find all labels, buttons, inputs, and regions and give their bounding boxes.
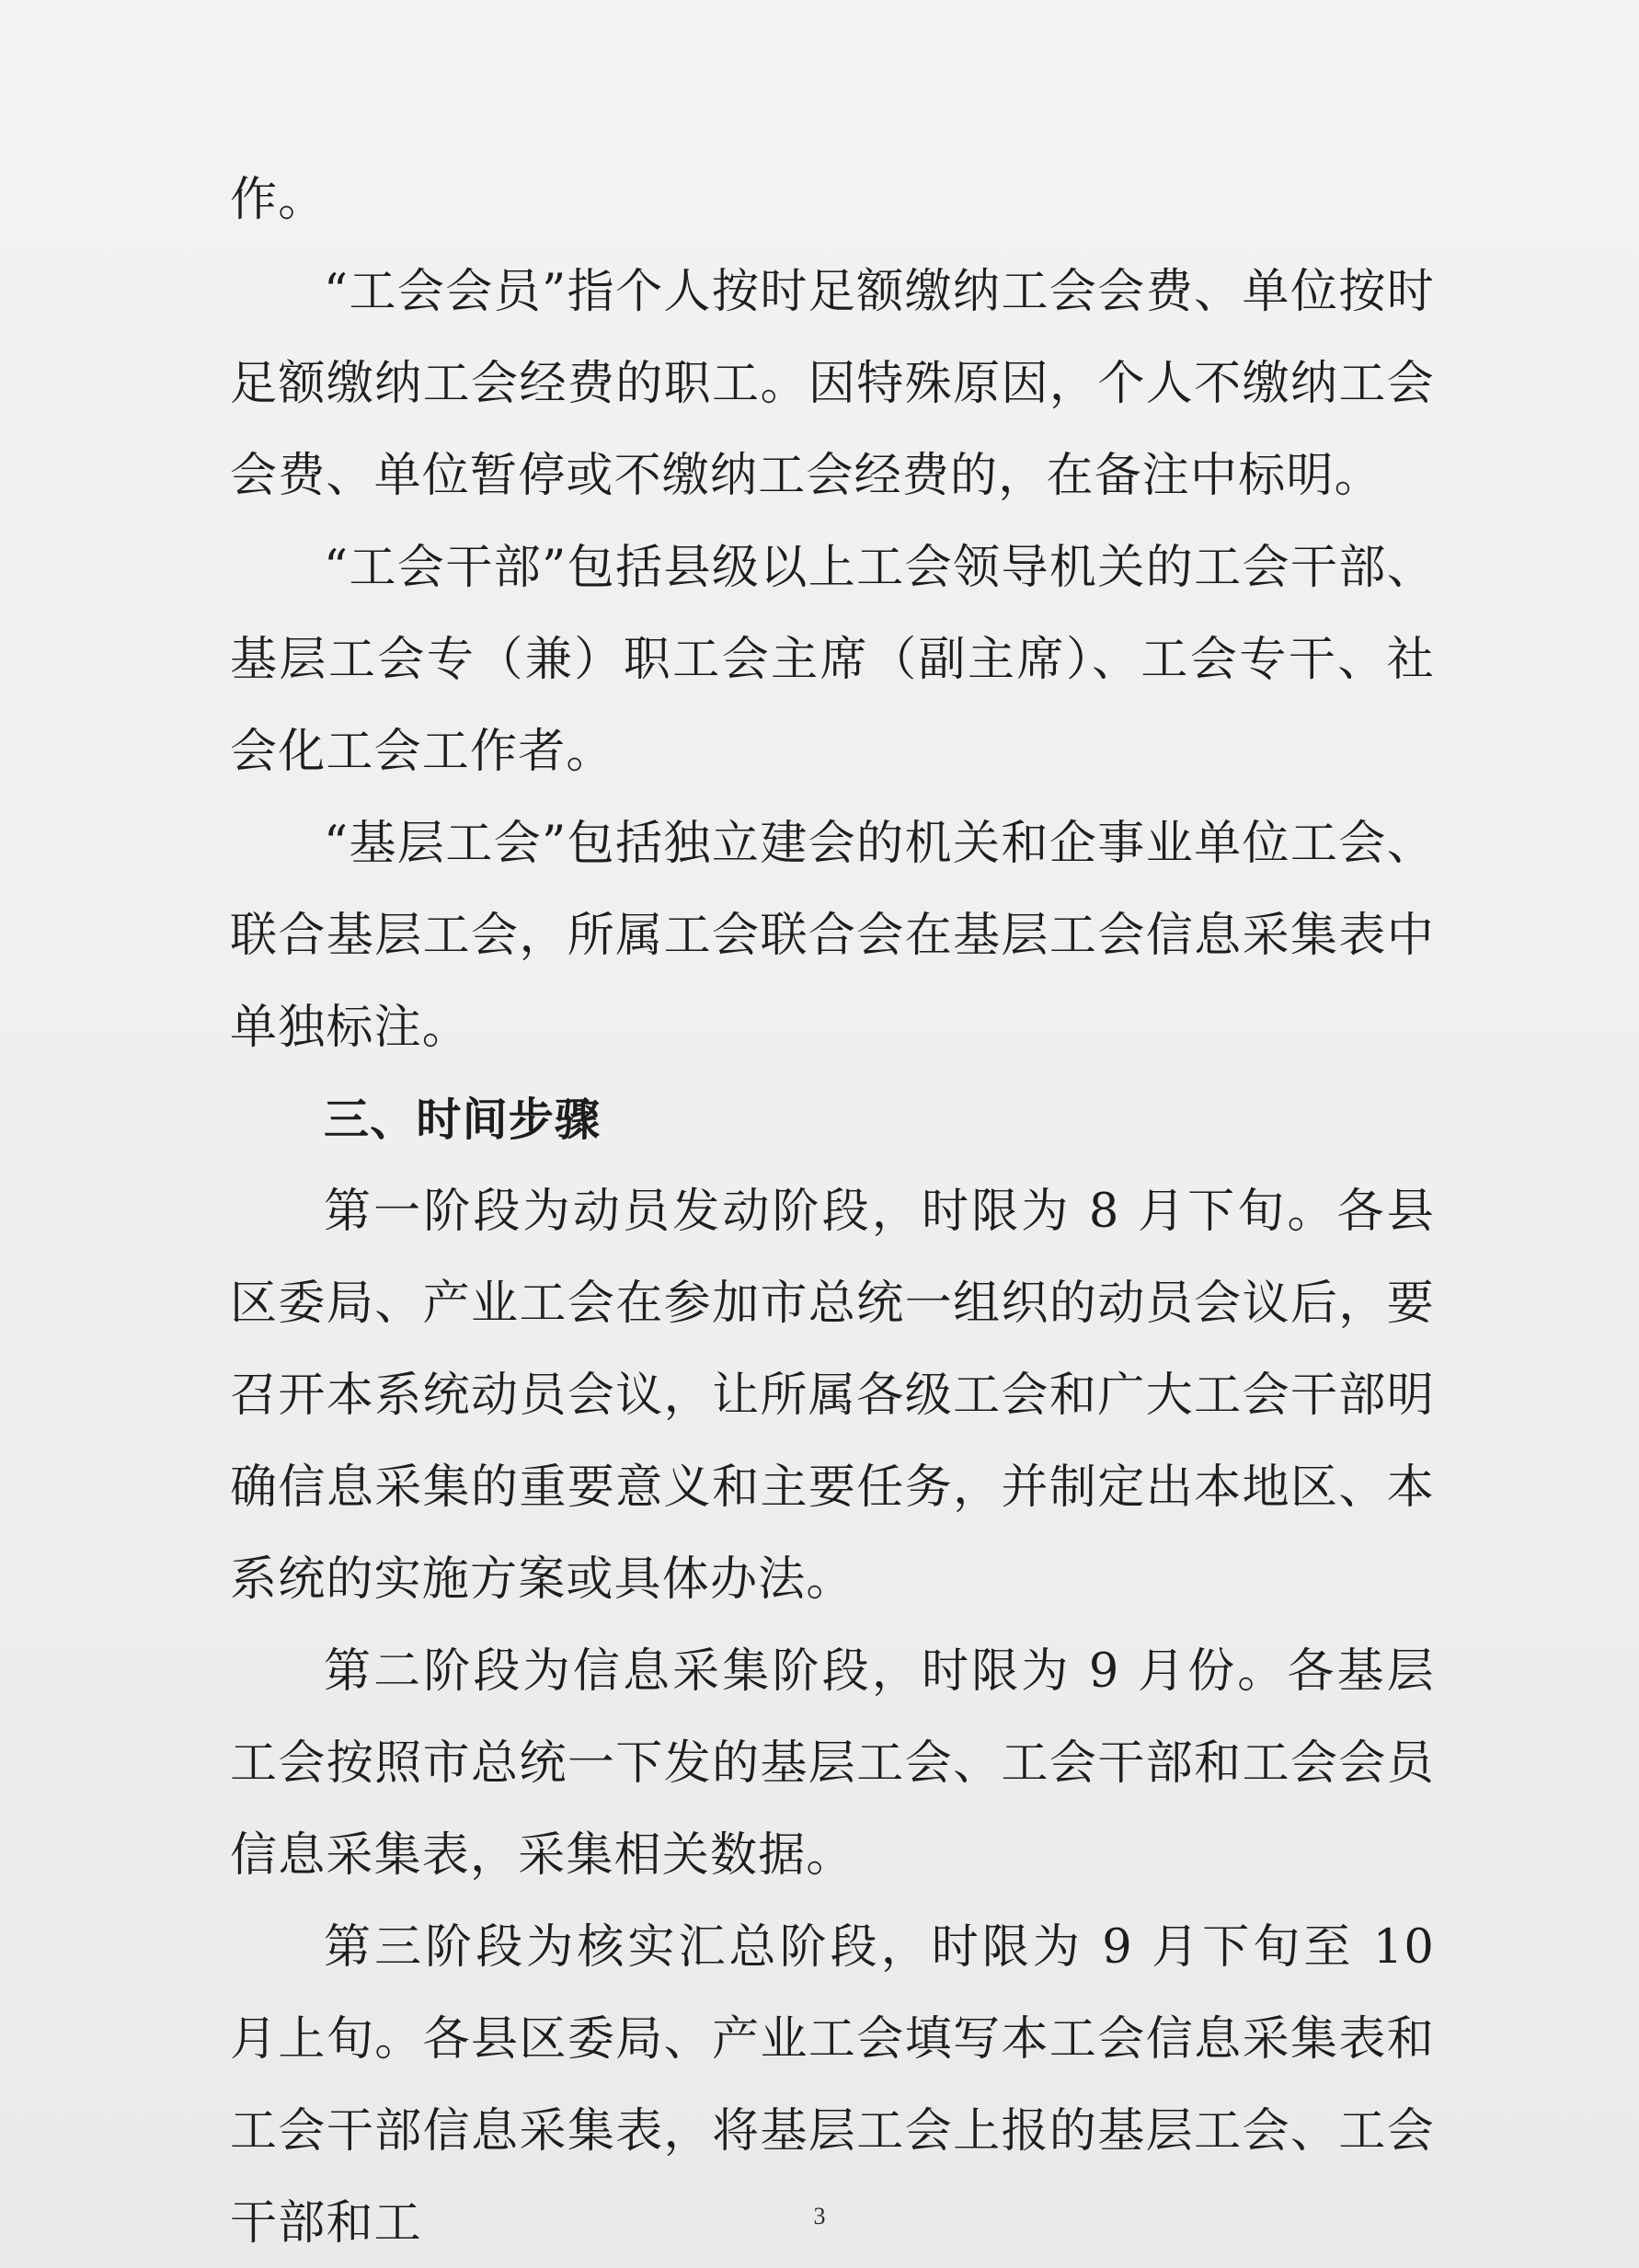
section-heading: 三、时间步骤	[324, 1094, 602, 1146]
page-number: 3	[813, 2203, 826, 2229]
paragraph-stage-one: 第一阶段为动员发动阶段，时限为 8 月下旬。各县区委局、产业工会在参加市总统一组织的动员会议后，要召开本系统动员会议，让所属各级工会和广大工会干部明确信息采集的重要意义和主要任务，并制定出本地区、本系统的实施方案或具体办法。	[230, 1185, 1435, 1607]
paragraph-stage-three: 第三阶段为核实汇总阶段，时限为 9 月下旬至 10 月上旬。各县区委局、产业工会填写本工会信息采集表和工会干部信息采集表，将基层工会上报的基层工会、工会干部和工	[230, 1920, 1435, 2251]
paragraph-union-cadre: “工会干部”包括县级以上工会领导机关的工会干部、基层工会专（兼）职工会主席（副主席）、工会专干、社会化工会工作者。	[230, 541, 1435, 779]
continuation-paragraph: 作。	[230, 173, 327, 227]
paragraph-stage-two: 第二阶段为信息采集阶段，时限为 9 月份。各基层工会按照市总统一下发的基层工会、工会干部和工会会员信息采集表，采集相关数据。	[230, 1644, 1435, 1883]
body-text	[230, 155, 1435, 2268]
paragraph-union-member: “工会会员”指个人按时足额缴纳工会会费、单位按时足额缴纳工会经费的职工。因特殊原因，个人不缴纳工会会费、单位暂停或不缴纳工会经费的，在备注中标明。	[230, 265, 1435, 503]
paragraph-grassroots-union: “基层工会”包括独立建会的机关和企事业单位工会、联合基层工会，所属工会联合会在基层工会信息采集表中单独标注。	[230, 817, 1435, 1055]
